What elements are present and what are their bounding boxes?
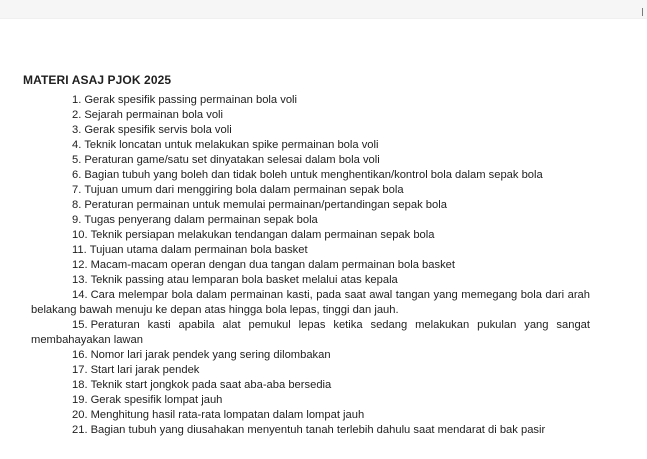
item-number: 14. <box>72 289 88 301</box>
list-item <box>0 363 647 378</box>
item-text: Peraturan game/satu set dinyatakan selesai dalam bola voli <box>84 154 380 166</box>
list-item <box>0 318 647 348</box>
item-number: 6. <box>72 169 82 181</box>
item-text: Teknik persiapan melakukan tendangan dalam permainan sepak bola <box>90 229 435 241</box>
list-item <box>0 198 647 213</box>
item-number: 3. <box>72 124 82 136</box>
item-text: Teknik loncatan untuk melakukan spike permainan bola voli <box>84 139 379 151</box>
item-number: 5. <box>72 154 82 166</box>
list-item <box>0 213 647 228</box>
item-text: Tugas penyerang dalam permainan sepak bola <box>84 214 318 226</box>
item-text: Start lari jarak pendek <box>90 364 200 376</box>
item-text: Nomor lari jarak pendek yang sering dilombakan <box>90 349 331 361</box>
item-text: Gerak spesifik servis bola voli <box>84 124 232 136</box>
list-item <box>0 108 647 123</box>
list-item <box>0 393 647 408</box>
item-number: 15. <box>72 319 88 331</box>
list-item <box>0 123 647 138</box>
item-number: 1. <box>72 94 82 106</box>
item-text: Gerak spesifik lompat jauh <box>90 394 223 406</box>
item-number: 17. <box>72 364 88 376</box>
list-item <box>0 243 647 258</box>
item-text: Peraturan kasti apabila alat pemukul lepas ketika sedang melakukan pukulan yang sangat membahayakan lawan <box>31 319 590 346</box>
list-item <box>0 288 647 318</box>
item-text: Macam-macam operan dengan dua tangan dalam permainan bola basket <box>90 259 456 271</box>
item-number: 18. <box>72 379 88 391</box>
item-number: 16. <box>72 349 88 361</box>
item-text: Peraturan permainan untuk memulai permainan/pertandingan sepak bola <box>84 199 447 211</box>
item-text: Gerak spesifik passing permainan bola voli <box>84 94 298 106</box>
list-item <box>0 138 647 153</box>
item-number: 8. <box>72 199 82 211</box>
item-text: Cara melempar bola dalam permainan kasti, pada saat awal tangan yang memegang bola dari arah belakang bawah menuju ke depan atas hingga bola lepas, tinggi dan jauh. <box>31 289 590 316</box>
item-text: Bagian tubuh yang diusahakan menyentuh tanah terlebih dahulu saat mendarat di bak pasir <box>90 424 546 436</box>
item-text: Sejarah permainan bola voli <box>84 109 224 121</box>
item-text: Bagian tubuh yang boleh dan tidak boleh untuk menghentikan/kontrol bola dalam sepak bola <box>84 169 543 181</box>
list-item <box>0 168 647 183</box>
list-item <box>0 258 647 273</box>
list-item <box>0 93 647 108</box>
document-title: MATERI ASAJ PJOK 2025 <box>23 73 172 87</box>
material-list <box>0 93 647 438</box>
list-item <box>0 183 647 198</box>
item-text: Tujuan utama dalam permainan bola basket <box>89 244 308 256</box>
item-number: 19. <box>72 394 88 406</box>
list-item <box>0 228 647 243</box>
item-number: 12. <box>72 259 88 271</box>
list-item <box>0 348 647 363</box>
item-number: 11. <box>72 244 87 256</box>
item-number: 4. <box>72 139 82 151</box>
item-text: Tujuan umum dari menggiring bola dalam permainan sepak bola <box>84 184 404 196</box>
item-text: Menghitung hasil rata-rata lompatan dalam lompat jauh <box>90 409 365 421</box>
list-item <box>0 273 647 288</box>
item-text: Teknik start jongkok pada saat aba-aba bersedia <box>90 379 332 391</box>
item-number: 13. <box>72 274 88 286</box>
item-number: 9. <box>72 214 82 226</box>
list-item <box>0 378 647 393</box>
item-number: 21. <box>72 424 88 436</box>
item-number: 20. <box>72 409 88 421</box>
item-text: Teknik passing atau lemparan bola basket melalui atas kepala <box>90 274 398 286</box>
list-item <box>0 423 647 438</box>
item-number: 2. <box>72 109 82 121</box>
list-item <box>0 408 647 423</box>
item-number: 10. <box>72 229 88 241</box>
list-item <box>0 153 647 168</box>
item-number: 7. <box>72 184 82 196</box>
